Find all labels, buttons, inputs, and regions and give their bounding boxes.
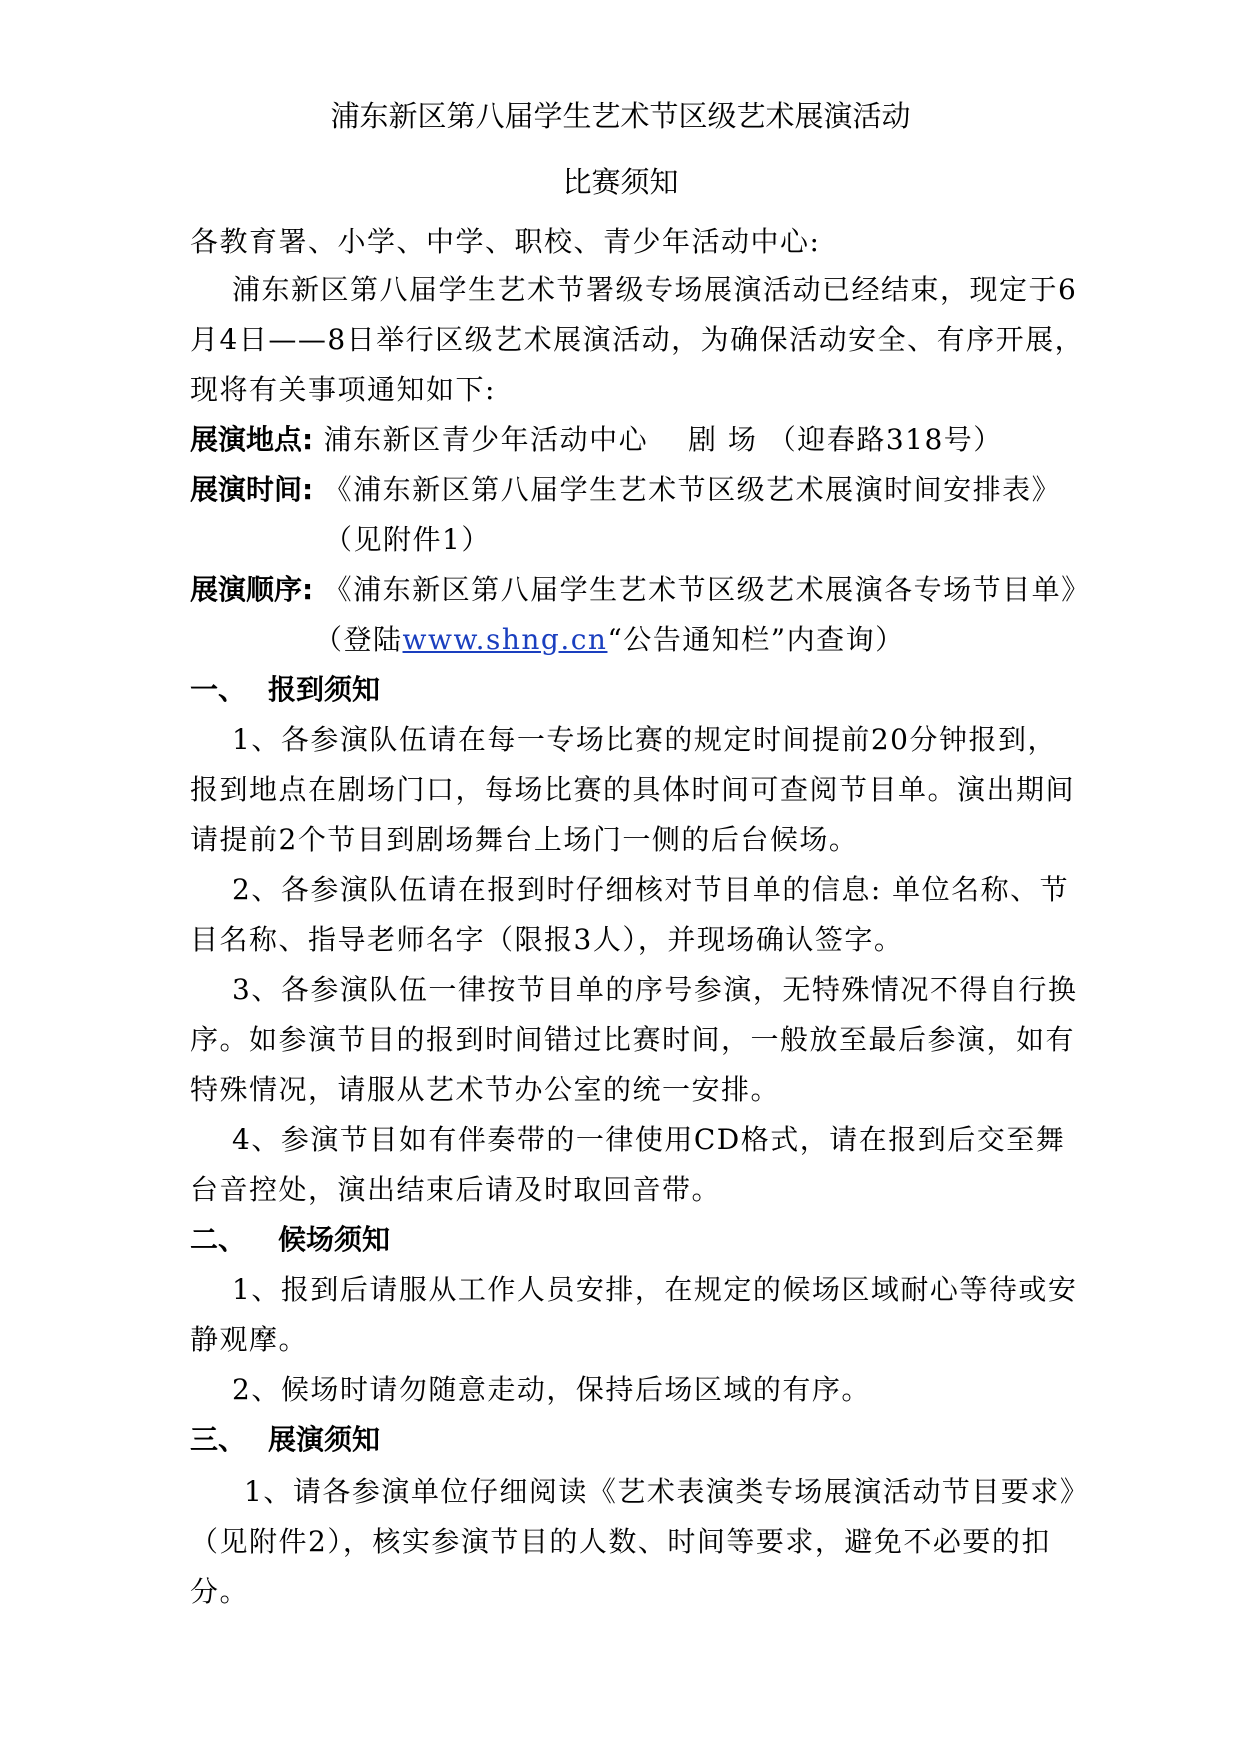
section-number: 一、 [190, 673, 247, 706]
order-note-suffix: “公告通知栏”内查询） [607, 623, 905, 656]
order-note-prefix: （登陆 [314, 623, 403, 656]
paragraph-line: 分。 [190, 1575, 250, 1608]
order-note [314, 620, 905, 660]
paragraph-line: 1、请各参演单位仔细阅读《艺术表演类专场展演活动节目要求》 [244, 1475, 1090, 1508]
paragraph-line: 报到地点在剧场门口，每场比赛的具体时间可查阅节目单。演出期间 [190, 773, 1076, 806]
section-title: 报到须知 [268, 673, 381, 706]
time-value: 《浦东新区第八届学生艺术节区级艺术展演时间安排表》 [323, 473, 1062, 506]
venue-row [190, 420, 1003, 460]
paragraph-line: 目名称、指导老师名字（限报3人），并现场确认签字。 [190, 923, 904, 956]
section-heading-waiting [190, 1220, 390, 1260]
paragraph-line: 1、报到后请服从工作人员安排，在规定的候场区域耐心等待或安 [232, 1273, 1078, 1306]
order-row [190, 570, 1091, 610]
time-row [190, 470, 1061, 510]
paragraph-line: 静观摩。 [190, 1323, 309, 1356]
paragraph-line: 序。如参演节目的报到时间错过比赛时间，一般放至最后参演，如有 [190, 1023, 1076, 1056]
paragraph-line: 3、各参演队伍一律按节目单的序号参演，无特殊情况不得自行换 [232, 973, 1078, 1006]
order-label: 展演顺序: [190, 573, 314, 606]
order-value: 《浦东新区第八届学生艺术节区级艺术展演各专场节目单》 [323, 573, 1091, 606]
section-number: 三、 [190, 1423, 247, 1456]
document-title: 浦东新区第八届学生艺术节区级艺术展演活动 [330, 99, 911, 133]
section-title: 候场须知 [278, 1223, 391, 1256]
section-title: 展演须知 [268, 1423, 381, 1456]
intro-line: 月4日——8日举行区级艺术展演活动，为确保活动安全、有序开展， [190, 323, 1085, 356]
paragraph-line: 1、各参演队伍请在每一专场比赛的规定时间提前20分钟报到， [232, 723, 1057, 756]
paragraph-line: 台音控处，演出结束后请及时取回音带。 [190, 1173, 722, 1206]
paragraph-line: 2、各参演队伍请在报到时仔细核对节目单的信息: 单位名称、节 [232, 873, 1070, 906]
venue-label: 展演地点: [190, 423, 314, 456]
section-heading-registration [190, 670, 380, 710]
paragraph-line: 特殊情况，请服从艺术节办公室的统一安排。 [190, 1073, 781, 1106]
intro-line: 浦东新区第八届学生艺术节署级专场展演活动已经结束，现定于6 [232, 273, 1078, 306]
paragraph-line: 4、参演节目如有伴奏带的一律使用CD格式，请在报到后交至舞 [232, 1123, 1066, 1156]
time-label: 展演时间: [190, 473, 314, 506]
paragraph-line: 请提前2个节目到剧场舞台上场门一侧的后台候场。 [190, 823, 859, 856]
document-subtitle: 比赛须知 [562, 165, 679, 199]
salutation: 各教育署、小学、中学、职校、青少年活动中心: [190, 225, 821, 258]
website-link[interactable]: www.shng.cn [402, 623, 608, 656]
paragraph-line: （见附件2），核实参演节目的人数、时间等要求，避免不必要的扣 [190, 1525, 1051, 1558]
intro-line: 现将有关事项通知如下: [190, 373, 496, 406]
time-note: （见附件1） [324, 523, 491, 556]
paragraph-line: 2、候场时请勿随意走动，保持后场区域的有序。 [232, 1373, 871, 1406]
section-heading-performance [190, 1420, 380, 1460]
section-number: 二、 [190, 1223, 247, 1256]
venue-value: 浦东新区青少年活动中心 剧 场 （迎春路318号） [323, 423, 1003, 456]
